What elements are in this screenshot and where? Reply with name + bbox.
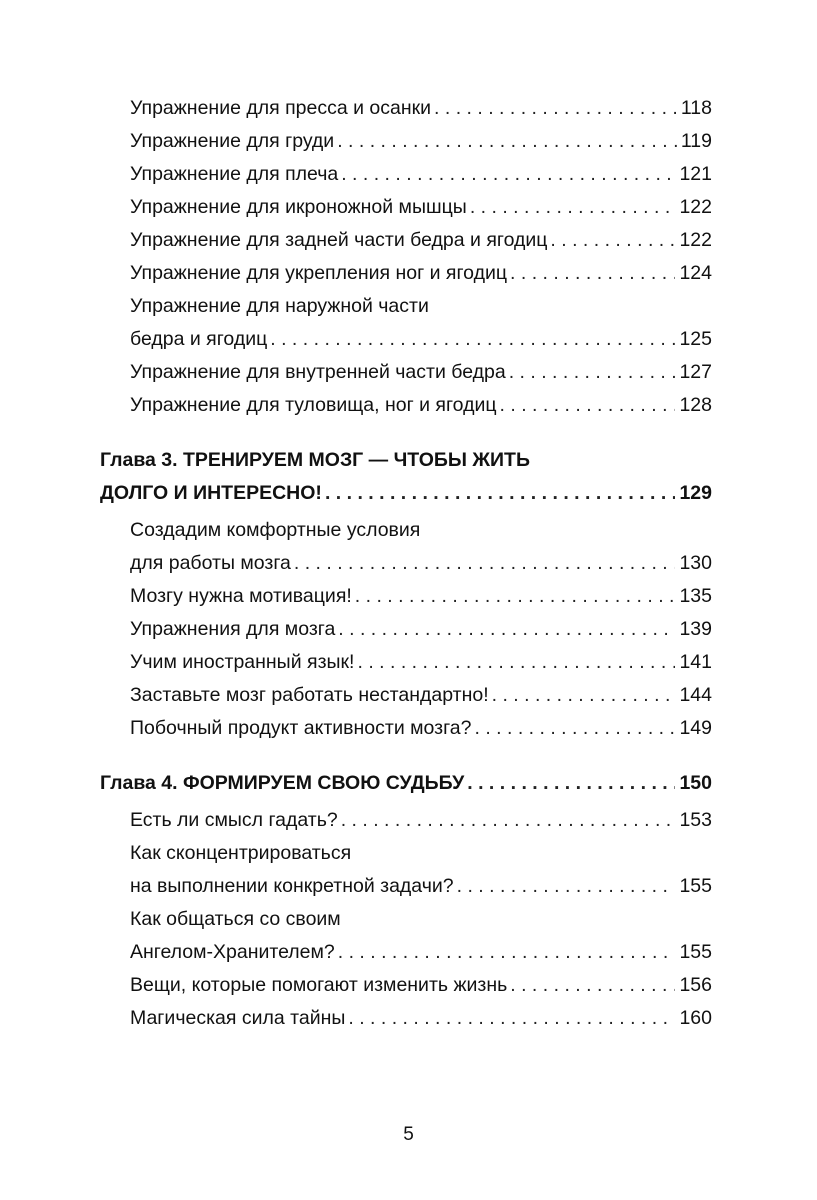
dot-leader xyxy=(325,477,676,510)
toc-entry-title: Упражнения для мозга xyxy=(130,618,336,640)
toc-entry xyxy=(130,804,712,837)
toc-entry-page: 119 xyxy=(680,130,712,152)
dot-leader xyxy=(510,257,675,290)
toc-entry-title-line2: бедра и ягодиц xyxy=(130,328,268,350)
toc-entry-title-line1: Упражнение для наружной части xyxy=(130,295,429,317)
chapter-page: 150 xyxy=(679,772,712,794)
toc-entry-title: Упражнение для задней части бедра и ягодиц xyxy=(130,229,548,251)
toc-entry xyxy=(130,514,712,580)
toc-entry xyxy=(130,646,712,679)
toc-entry xyxy=(130,257,712,290)
toc-entry-page: 155 xyxy=(679,875,712,897)
dot-leader xyxy=(434,92,677,125)
toc-entry-page: 121 xyxy=(679,163,712,185)
toc-entry-page: 125 xyxy=(679,328,712,350)
dot-leader xyxy=(457,870,676,903)
toc-entry-title-line2: на выполнении конкретной задачи? xyxy=(130,875,454,897)
toc-entry-title: Вещи, которые помогают изменить жизнь xyxy=(130,974,508,996)
page-number: 5 xyxy=(403,1124,414,1145)
chapter-title-line1: Глава 3. ТРЕНИРУЕМ МОЗГ — ЧТОБЫ ЖИТЬ xyxy=(100,449,530,471)
toc-chapter-4 xyxy=(100,767,712,800)
dot-leader xyxy=(341,804,676,837)
toc-entry xyxy=(130,1002,712,1035)
toc-entry-page: 130 xyxy=(679,552,712,574)
toc-entry-title: Есть ли смысл гадать? xyxy=(130,809,338,831)
toc-entry-page: 118 xyxy=(680,97,712,119)
chapter-page: 129 xyxy=(679,482,712,504)
toc-entry-page: 124 xyxy=(679,262,712,284)
dot-leader xyxy=(550,224,675,257)
toc-entry-page: 122 xyxy=(679,196,712,218)
toc-entry-title: Побочный продукт активности мозга? xyxy=(130,717,472,739)
toc-entry-title: Заставьте мозг работать нестандартно! xyxy=(130,684,489,706)
dot-leader xyxy=(492,679,676,712)
toc-entry-page: 153 xyxy=(679,809,712,831)
toc-entry-page: 127 xyxy=(679,361,712,383)
dot-leader xyxy=(355,580,676,613)
toc-entry-title: Упражнение для внутренней части бедра xyxy=(130,361,506,383)
toc-chapter-3 xyxy=(100,444,712,510)
dot-leader xyxy=(510,969,675,1002)
toc-entry-title: Упражнение для икроножной мышцы xyxy=(130,196,467,218)
table-of-contents xyxy=(100,92,712,1035)
dot-leader xyxy=(500,389,676,422)
toc-entry-title: Упражнение для укрепления ног и ягодиц xyxy=(130,262,508,284)
toc-entry xyxy=(130,903,712,969)
dot-leader xyxy=(348,1002,675,1035)
chapter-title: Глава 4. ФОРМИРУЕМ СВОЮ СУДЬБУ xyxy=(100,772,465,794)
dot-leader xyxy=(341,158,675,191)
chapter-title-line2: ДОЛГО И ИНТЕРЕСНО! xyxy=(100,482,322,504)
toc-entry xyxy=(130,224,712,257)
toc-entry xyxy=(130,92,712,125)
toc-entry xyxy=(130,580,712,613)
toc-entry-title-line1: Как общаться со своим xyxy=(130,908,341,930)
dot-leader xyxy=(270,323,675,356)
dot-leader xyxy=(294,547,676,580)
toc-entry-page: 156 xyxy=(679,974,712,996)
toc-entry-title: Упражнение для груди xyxy=(130,130,335,152)
dot-leader xyxy=(337,125,677,158)
toc-entry xyxy=(130,837,712,903)
toc-entry xyxy=(130,679,712,712)
toc-entry xyxy=(130,191,712,224)
toc-entry-page: 122 xyxy=(679,229,712,251)
toc-entry xyxy=(130,969,712,1002)
toc-entry xyxy=(130,613,712,646)
toc-entry xyxy=(130,356,712,389)
dot-leader xyxy=(470,191,676,224)
toc-entry-title-line1: Как сконцентрироваться xyxy=(130,842,352,864)
toc-entry-title: Упражнение для туловища, ног и ягодиц xyxy=(130,394,497,416)
dot-leader xyxy=(357,646,675,679)
toc-entry-page: 128 xyxy=(679,394,712,416)
toc-entry-title-line1: Создадим комфортные условия xyxy=(130,519,421,541)
toc-entry-title-line2: Ангелом-Хранителем? xyxy=(130,941,335,963)
toc-entry-page: 155 xyxy=(679,941,712,963)
toc-entry-page: 160 xyxy=(679,1007,712,1029)
toc-entry xyxy=(130,712,712,745)
toc-entry-title: Магическая сила тайны xyxy=(130,1007,346,1029)
toc-entry xyxy=(130,389,712,422)
toc-entry-page: 139 xyxy=(679,618,712,640)
toc-entry-title: Учим иностранный язык! xyxy=(130,651,355,673)
dot-leader xyxy=(509,356,676,389)
toc-entry-title-line2: для работы мозга xyxy=(130,552,291,574)
dot-leader xyxy=(338,613,675,646)
toc-entry-page: 149 xyxy=(679,717,712,739)
toc-entry xyxy=(130,290,712,356)
toc-entry xyxy=(130,158,712,191)
toc-entry-title: Упражнение для пресса и осанки xyxy=(130,97,432,119)
toc-entry-page: 135 xyxy=(679,585,712,607)
dot-leader xyxy=(338,936,676,969)
dot-leader xyxy=(474,712,675,745)
toc-entry-title: Упражнение для плеча xyxy=(130,163,339,185)
toc-entry-page: 141 xyxy=(679,651,712,673)
toc-entry-page: 144 xyxy=(679,684,712,706)
toc-entry-title: Мозгу нужна мотивация! xyxy=(130,585,352,607)
toc-entry xyxy=(130,125,712,158)
dot-leader xyxy=(467,767,675,800)
